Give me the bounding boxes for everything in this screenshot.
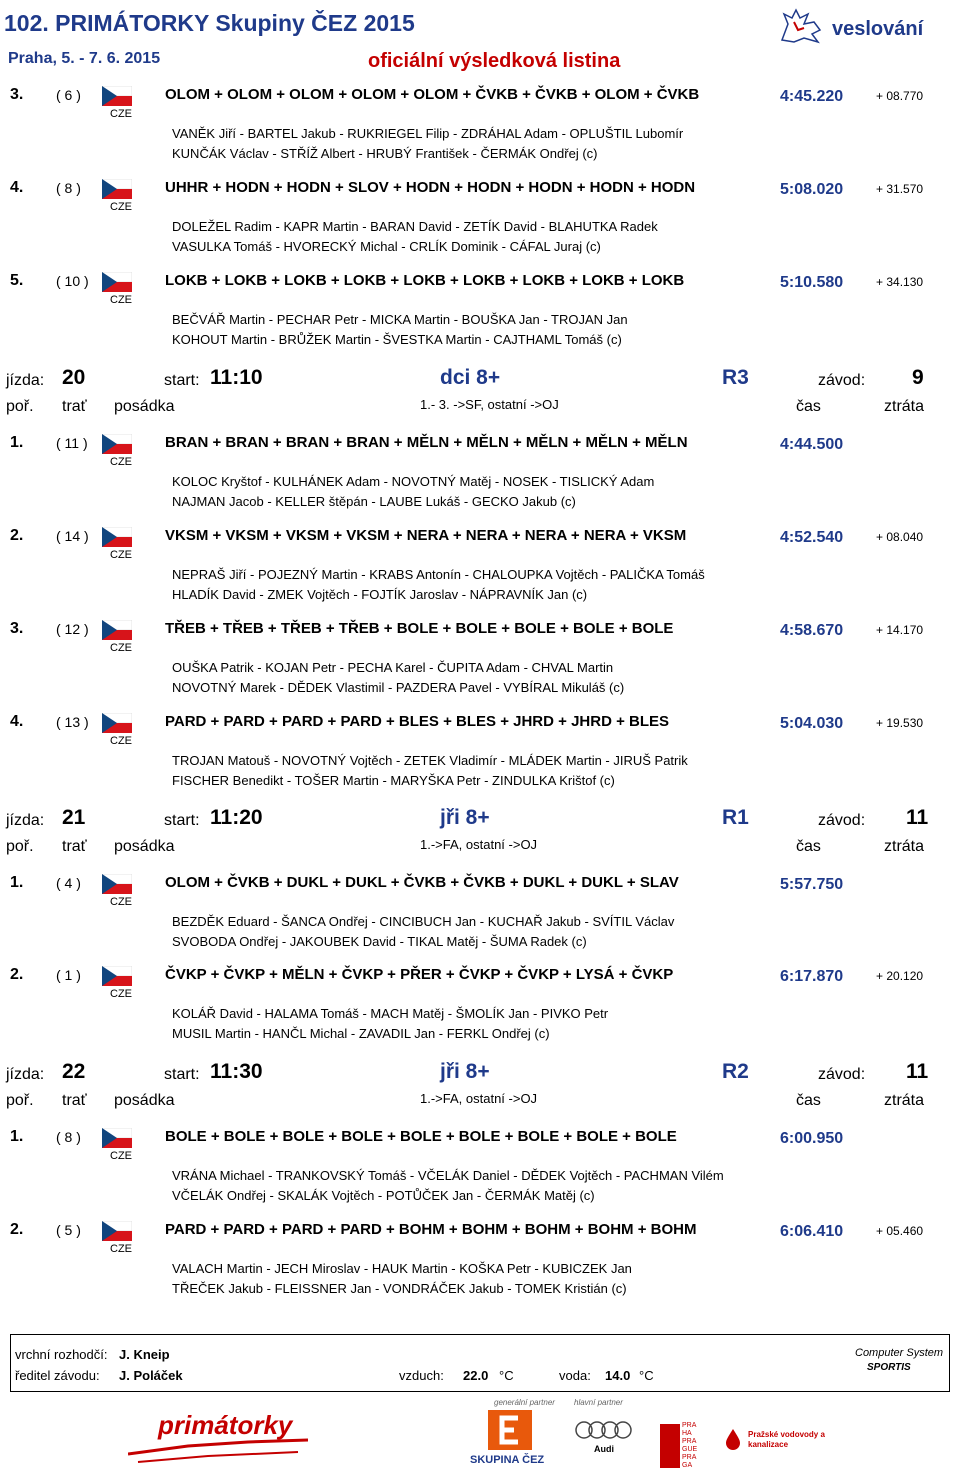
race-header	[0, 806, 960, 858]
crew-lane: ( 14 )	[56, 528, 89, 544]
crew-row	[0, 179, 960, 269]
officials-box	[10, 1334, 950, 1392]
crew-diff: + 05.460	[876, 1224, 924, 1238]
crew-nation: CZE	[110, 1150, 132, 1162]
crew-nation: CZE	[110, 642, 132, 654]
crew-time: 6:06.410	[780, 1223, 844, 1240]
crew-place: 1.	[10, 1128, 24, 1145]
crew-rowers-2: MUSIL Martin - HANČL Michal - ZAVADIL Jan - FERKL Ondřej (c)	[172, 1026, 550, 1041]
crew-place: 5.	[10, 272, 24, 289]
race-round: R3	[722, 366, 749, 389]
start-time: 11:10	[210, 366, 263, 389]
col-diff: ztráta	[884, 838, 925, 855]
crew-time: 4:58.670	[780, 622, 844, 639]
crew-diff: + 20.120	[876, 969, 924, 983]
event-label: závod:	[818, 1066, 866, 1083]
race-label: jízda:	[6, 372, 45, 389]
czech-flag-icon	[102, 1128, 132, 1148]
crew-rowers-2: FISCHER Benedikt - TOŠER Martin - MARYŠKA Petr - ZINDULKA Krištof (c)	[172, 773, 615, 788]
col-lane: trať	[62, 1092, 87, 1109]
col-lane: trať	[62, 838, 87, 855]
start-time: 11:30	[210, 1060, 263, 1083]
czech-flag-icon	[102, 434, 132, 454]
czech-flag-icon	[102, 86, 132, 106]
crew-lane: ( 10 )	[56, 273, 89, 289]
pvk-drop-icon	[724, 1428, 742, 1450]
crew-place: 3.	[10, 620, 24, 637]
pvk-label: Pražské vodovody a kanalizace	[748, 1430, 825, 1449]
event-label: závod:	[818, 812, 866, 829]
crew-rowers-1: KOLÁŘ David - HALAMA Tomáš - MACH Matěj - ŠMOLÍK Jan - PIVKO Petr	[172, 1006, 609, 1021]
water-temp-unit: °C	[639, 1368, 654, 1383]
lion-emblem-icon	[774, 4, 830, 46]
race-number: 21	[62, 806, 86, 829]
crew-row	[0, 713, 960, 803]
crew-place: 1.	[10, 434, 24, 451]
air-temp-label: vzduch:	[399, 1368, 444, 1383]
col-crew: posádka	[114, 1092, 175, 1109]
crew-diff: + 19.530	[876, 716, 924, 730]
sponsor-bar	[0, 1396, 960, 1472]
col-lane: trať	[62, 398, 87, 415]
crew-row	[0, 620, 960, 710]
crew-lane: ( 11 )	[56, 435, 88, 451]
start-label: start:	[164, 1066, 200, 1083]
col-diff: ztráta	[884, 1092, 925, 1109]
col-time: čas	[796, 398, 821, 415]
crew-rowers-1: NEPRAŠ Jiří - POJEZNÝ Martin - KRABS Antonín - CHALOUPKA Vojtěch - PALIČKA Tomáš	[172, 567, 705, 582]
crew-time: 5:04.030	[780, 715, 844, 732]
start-label: start:	[164, 372, 200, 389]
crew-rowers-1: VANĚK Jiří - BARTEL Jakub - RUKRIEGEL Filip - ZDRÁHAL Adam - OPLUŠTIL Lubomír	[172, 126, 684, 141]
crew-lane: ( 8 )	[56, 1129, 81, 1145]
system-name: SPORTIS	[867, 1362, 911, 1373]
crew-row	[0, 434, 960, 524]
col-place: poř.	[6, 1092, 34, 1109]
crew-lane: ( 1 )	[56, 967, 81, 983]
col-diff: ztráta	[884, 398, 925, 415]
praha-text-4: GUE	[682, 1446, 698, 1453]
crew-lane: ( 5 )	[56, 1222, 81, 1238]
crew-rowers-2: VČELÁK Ondřej - SKALÁK Vojtěch - POTŮČEK Jan - ČERMÁK Matěj (c)	[172, 1188, 595, 1203]
crew-rowers-2: KOHOUT Martin - BRŮŽEK Martin - ŠVESTKA Martin - CAJTHAML Tomáš (c)	[172, 332, 622, 347]
crew-row	[0, 272, 960, 362]
progression-rule: 1.- 3. ->SF, ostatní ->OJ	[420, 397, 559, 412]
crew-clubs: OLOM + ČVKB + DUKL + DUKL + ČVKB + ČVKB + DUKL + DUKL + SLAV	[165, 874, 679, 891]
crew-rowers-2: HLADÍK David - ZMEK Vojtěch - FOJTÍK Jaroslav - NÁPRAVNÍK Jan (c)	[172, 587, 588, 602]
czech-flag-icon	[102, 272, 132, 292]
crew-rowers-1: VALACH Martin - JECH Miroslav - HAUK Martin - KOŠKA Petr - KUBICZEK Jan	[172, 1261, 632, 1276]
crew-diff: + 08.040	[876, 530, 924, 544]
crew-place: 4.	[10, 713, 24, 730]
crew-lane: ( 13 )	[56, 714, 89, 730]
crew-diff: + 14.170	[876, 623, 924, 637]
audi-label: Audi	[594, 1444, 614, 1454]
primatorky-logo-text: primátorky	[158, 1410, 293, 1440]
crew-rowers-2: NOVOTNÝ Marek - DĚDEK Vlastimil - PAZDERA Pavel - VYBÍRAL Mikuláš (c)	[172, 680, 625, 695]
progression-rule: 1.->FA, ostatní ->OJ	[420, 837, 538, 852]
header-sport: veslování	[832, 18, 924, 40]
race-number: 20	[62, 366, 86, 389]
crew-row	[0, 874, 960, 964]
crew-clubs: BOLE + BOLE + BOLE + BOLE + BOLE + BOLE + BOLE + BOLE + BOLE	[165, 1128, 677, 1145]
crew-rowers-1: TROJAN Matouš - NOVOTNÝ Vojtěch - ZETEK Vladimír - MLÁDEK Martin - JIRUŠ Patrik	[172, 753, 688, 768]
crew-time: 4:45.220	[780, 88, 844, 105]
col-time: čas	[796, 838, 821, 855]
crew-diff: + 08.770	[876, 89, 924, 103]
race-header	[0, 1060, 960, 1112]
race-round: R1	[722, 806, 749, 829]
crew-row	[0, 527, 960, 617]
crew-nation: CZE	[110, 988, 132, 1000]
event-number: 11	[906, 806, 929, 829]
referee-label: vrchní rozhodčí:	[15, 1347, 108, 1362]
crew-place: 3.	[10, 86, 24, 103]
crew-rowers-2: VASULKA Tomáš - HVORECKÝ Michal - CRLÍK Dominik - CÁFAL Juraj (c)	[172, 239, 601, 254]
event-number: 9	[912, 366, 924, 389]
air-temp: 22.0	[463, 1368, 489, 1383]
crew-row	[0, 1221, 960, 1311]
event-label: závod:	[818, 372, 866, 389]
event-number: 11	[906, 1060, 929, 1083]
crew-row	[0, 1128, 960, 1218]
praha-text-6: GA	[682, 1462, 693, 1469]
crew-nation: CZE	[110, 108, 132, 120]
praha-text-1: PRA	[682, 1422, 697, 1429]
crew-time: 6:17.870	[780, 968, 844, 985]
header-place: Praha, 5. - 7. 6. 2015	[8, 50, 161, 67]
crew-rowers-1: VRÁNA Michael - TRANKOVSKÝ Tomáš - VČELÁK Daniel - DĚDEK Vojtěch - PACHMAN Vilém	[172, 1168, 724, 1183]
crew-time: 4:52.540	[780, 529, 844, 546]
crew-clubs: LOKB + LOKB + LOKB + LOKB + LOKB + LOKB + LOKB + LOKB + LOKB	[165, 272, 685, 289]
crew-time: 6:00.950	[780, 1130, 844, 1147]
crew-lane: ( 8 )	[56, 180, 81, 196]
crew-rowers-1: OUŠKA Patrik - KOJAN Petr - PECHA Karel - ČUPITA Adam - CHVAL Martin	[172, 660, 614, 675]
race-label: jízda:	[6, 812, 45, 829]
crew-rowers-1: BEČVÁŘ Martin - PECHAR Petr - MICKA Martin - BOUŠKA Jan - TROJAN Jan	[172, 312, 628, 327]
crew-clubs: ČVKP + ČVKP + MĚLN + ČVKP + PŘER + ČVKP + ČVKP + LYSÁ + ČVKP	[165, 966, 674, 983]
czech-flag-icon	[102, 966, 132, 986]
crew-rowers-1: BEZDĚK Eduard - ŠANCA Ondřej - CINCIBUCH Jan - KUCHAŘ Jakub - SVÍTIL Václav	[172, 914, 675, 929]
crew-clubs: UHHR + HODN + HODN + SLOV + HODN + HODN + HODN + HODN + HODN	[165, 179, 696, 196]
crew-diff: + 34.130	[876, 275, 924, 289]
czech-flag-icon	[102, 620, 132, 640]
crew-lane: ( 12 )	[56, 621, 89, 637]
czech-flag-icon	[102, 713, 132, 733]
race-label: jízda:	[6, 1066, 45, 1083]
air-temp-unit: °C	[499, 1368, 514, 1383]
race-header	[0, 366, 960, 418]
crew-place: 2.	[10, 1221, 24, 1238]
crew-time: 4:44.500	[780, 436, 844, 453]
crew-place: 1.	[10, 874, 24, 891]
crew-nation: CZE	[110, 1243, 132, 1255]
race-round: R2	[722, 1060, 749, 1083]
crew-clubs: PARD + PARD + PARD + PARD + BOHM + BOHM + BOHM + BOHM + BOHM	[165, 1221, 697, 1238]
race-category: dci 8+	[440, 366, 501, 389]
race-category: jři 8+	[440, 806, 490, 829]
crew-rowers-1: DOLEŽEL Radim - KAPR Martin - BARAN David - ZETÍK David - BLAHUTKA Radek	[172, 219, 658, 234]
col-place: poř.	[6, 838, 34, 855]
crew-clubs: PARD + PARD + PARD + PARD + BLES + BLES + JHRD + JHRD + BLES	[165, 713, 670, 730]
cez-label: SKUPINA ČEZ	[470, 1454, 545, 1466]
cez-logo-icon	[488, 1410, 532, 1450]
crew-diff: + 31.570	[876, 182, 924, 196]
crew-rowers-2: NAJMAN Jacob - KELLER štěpán - LAUBE Lukáš - GECKO Jakub (c)	[172, 494, 576, 509]
race-category: jři 8+	[440, 1060, 490, 1083]
crew-time: 5:57.750	[780, 876, 844, 893]
crew-row	[0, 86, 960, 176]
czech-flag-icon	[102, 874, 132, 894]
primatorky-logo	[128, 1404, 308, 1468]
praha-logo-text	[682, 1422, 697, 1470]
general-partner-label: generální partner	[494, 1398, 555, 1407]
crew-rowers-2: TŘEČEK Jakub - FLEISSNER Jan - VONDRÁČEK Jakub - TOMEK Kristián (c)	[172, 1281, 627, 1296]
crew-row	[0, 966, 960, 1056]
czech-flag-icon	[102, 527, 132, 547]
crew-clubs: TŘEB + TŘEB + TŘEB + TŘEB + BOLE + BOLE + BOLE + BOLE + BOLE	[165, 620, 674, 637]
crew-nation: CZE	[110, 735, 132, 747]
crew-clubs: BRAN + BRAN + BRAN + BRAN + MĚLN + MĚLN + MĚLN + MĚLN + MĚLN	[165, 434, 688, 451]
header-title: 102. PRIMÁTORKY Skupiny ČEZ 2015	[4, 10, 415, 36]
header-official: oficiální výsledková listina	[368, 50, 621, 72]
crew-rowers-1: KOLOC Kryštof - KULHÁNEK Adam - NOVOTNÝ Matěj - NOSEK - TISLICKÝ Adam	[172, 474, 655, 489]
col-time: čas	[796, 1092, 821, 1109]
czech-flag-icon	[102, 179, 132, 199]
progression-rule: 1.->FA, ostatní ->OJ	[420, 1091, 538, 1106]
race-number: 22	[62, 1060, 86, 1083]
crew-time: 5:10.580	[780, 274, 844, 291]
crew-rowers-2: SVOBODA Ondřej - JAKOUBEK David - TIKAL Matěj - ŠUMA Radek (c)	[172, 934, 587, 949]
praha-text-2: HA	[682, 1430, 692, 1437]
crew-place: 2.	[10, 966, 24, 983]
start-label: start:	[164, 812, 200, 829]
water-temp: 14.0	[605, 1368, 631, 1383]
crew-place: 2.	[10, 527, 24, 544]
crew-clubs: VKSM + VKSM + VKSM + VKSM + NERA + NERA + NERA + NERA + VKSM	[165, 527, 687, 544]
praha-text-3: PRA	[682, 1438, 697, 1445]
col-crew: posádka	[114, 398, 175, 415]
main-partner-label: hlavní partner	[574, 1398, 623, 1407]
crew-clubs: OLOM + OLOM + OLOM + OLOM + OLOM + ČVKB + ČVKB + OLOM + ČVKB	[165, 86, 700, 103]
praha-logo	[660, 1424, 680, 1468]
crew-lane: ( 4 )	[56, 875, 81, 891]
crew-place: 4.	[10, 179, 24, 196]
col-crew: posádka	[114, 838, 175, 855]
crew-lane: ( 6 )	[56, 87, 81, 103]
crew-nation: CZE	[110, 456, 132, 468]
praha-text-5: PRA	[682, 1454, 697, 1461]
system-label: Computer System	[855, 1347, 944, 1359]
crew-time: 5:08.020	[780, 181, 844, 198]
crew-rowers-2: KUNČÁK Václav - STŘÍŽ Albert - HRUBÝ František - ČERMÁK Ondřej (c)	[172, 146, 598, 161]
crew-nation: CZE	[110, 294, 132, 306]
col-place: poř.	[6, 398, 34, 415]
crew-nation: CZE	[110, 896, 132, 908]
director-name: J. Poláček	[119, 1368, 183, 1383]
crew-nation: CZE	[110, 201, 132, 213]
audi-rings-icon	[574, 1420, 634, 1440]
crew-nation: CZE	[110, 549, 132, 561]
referee-name: J. Kneip	[119, 1347, 170, 1362]
start-time: 11:20	[210, 806, 263, 829]
czech-flag-icon	[102, 1221, 132, 1241]
director-label: ředitel závodu:	[15, 1368, 100, 1383]
water-temp-label: voda:	[559, 1368, 591, 1383]
